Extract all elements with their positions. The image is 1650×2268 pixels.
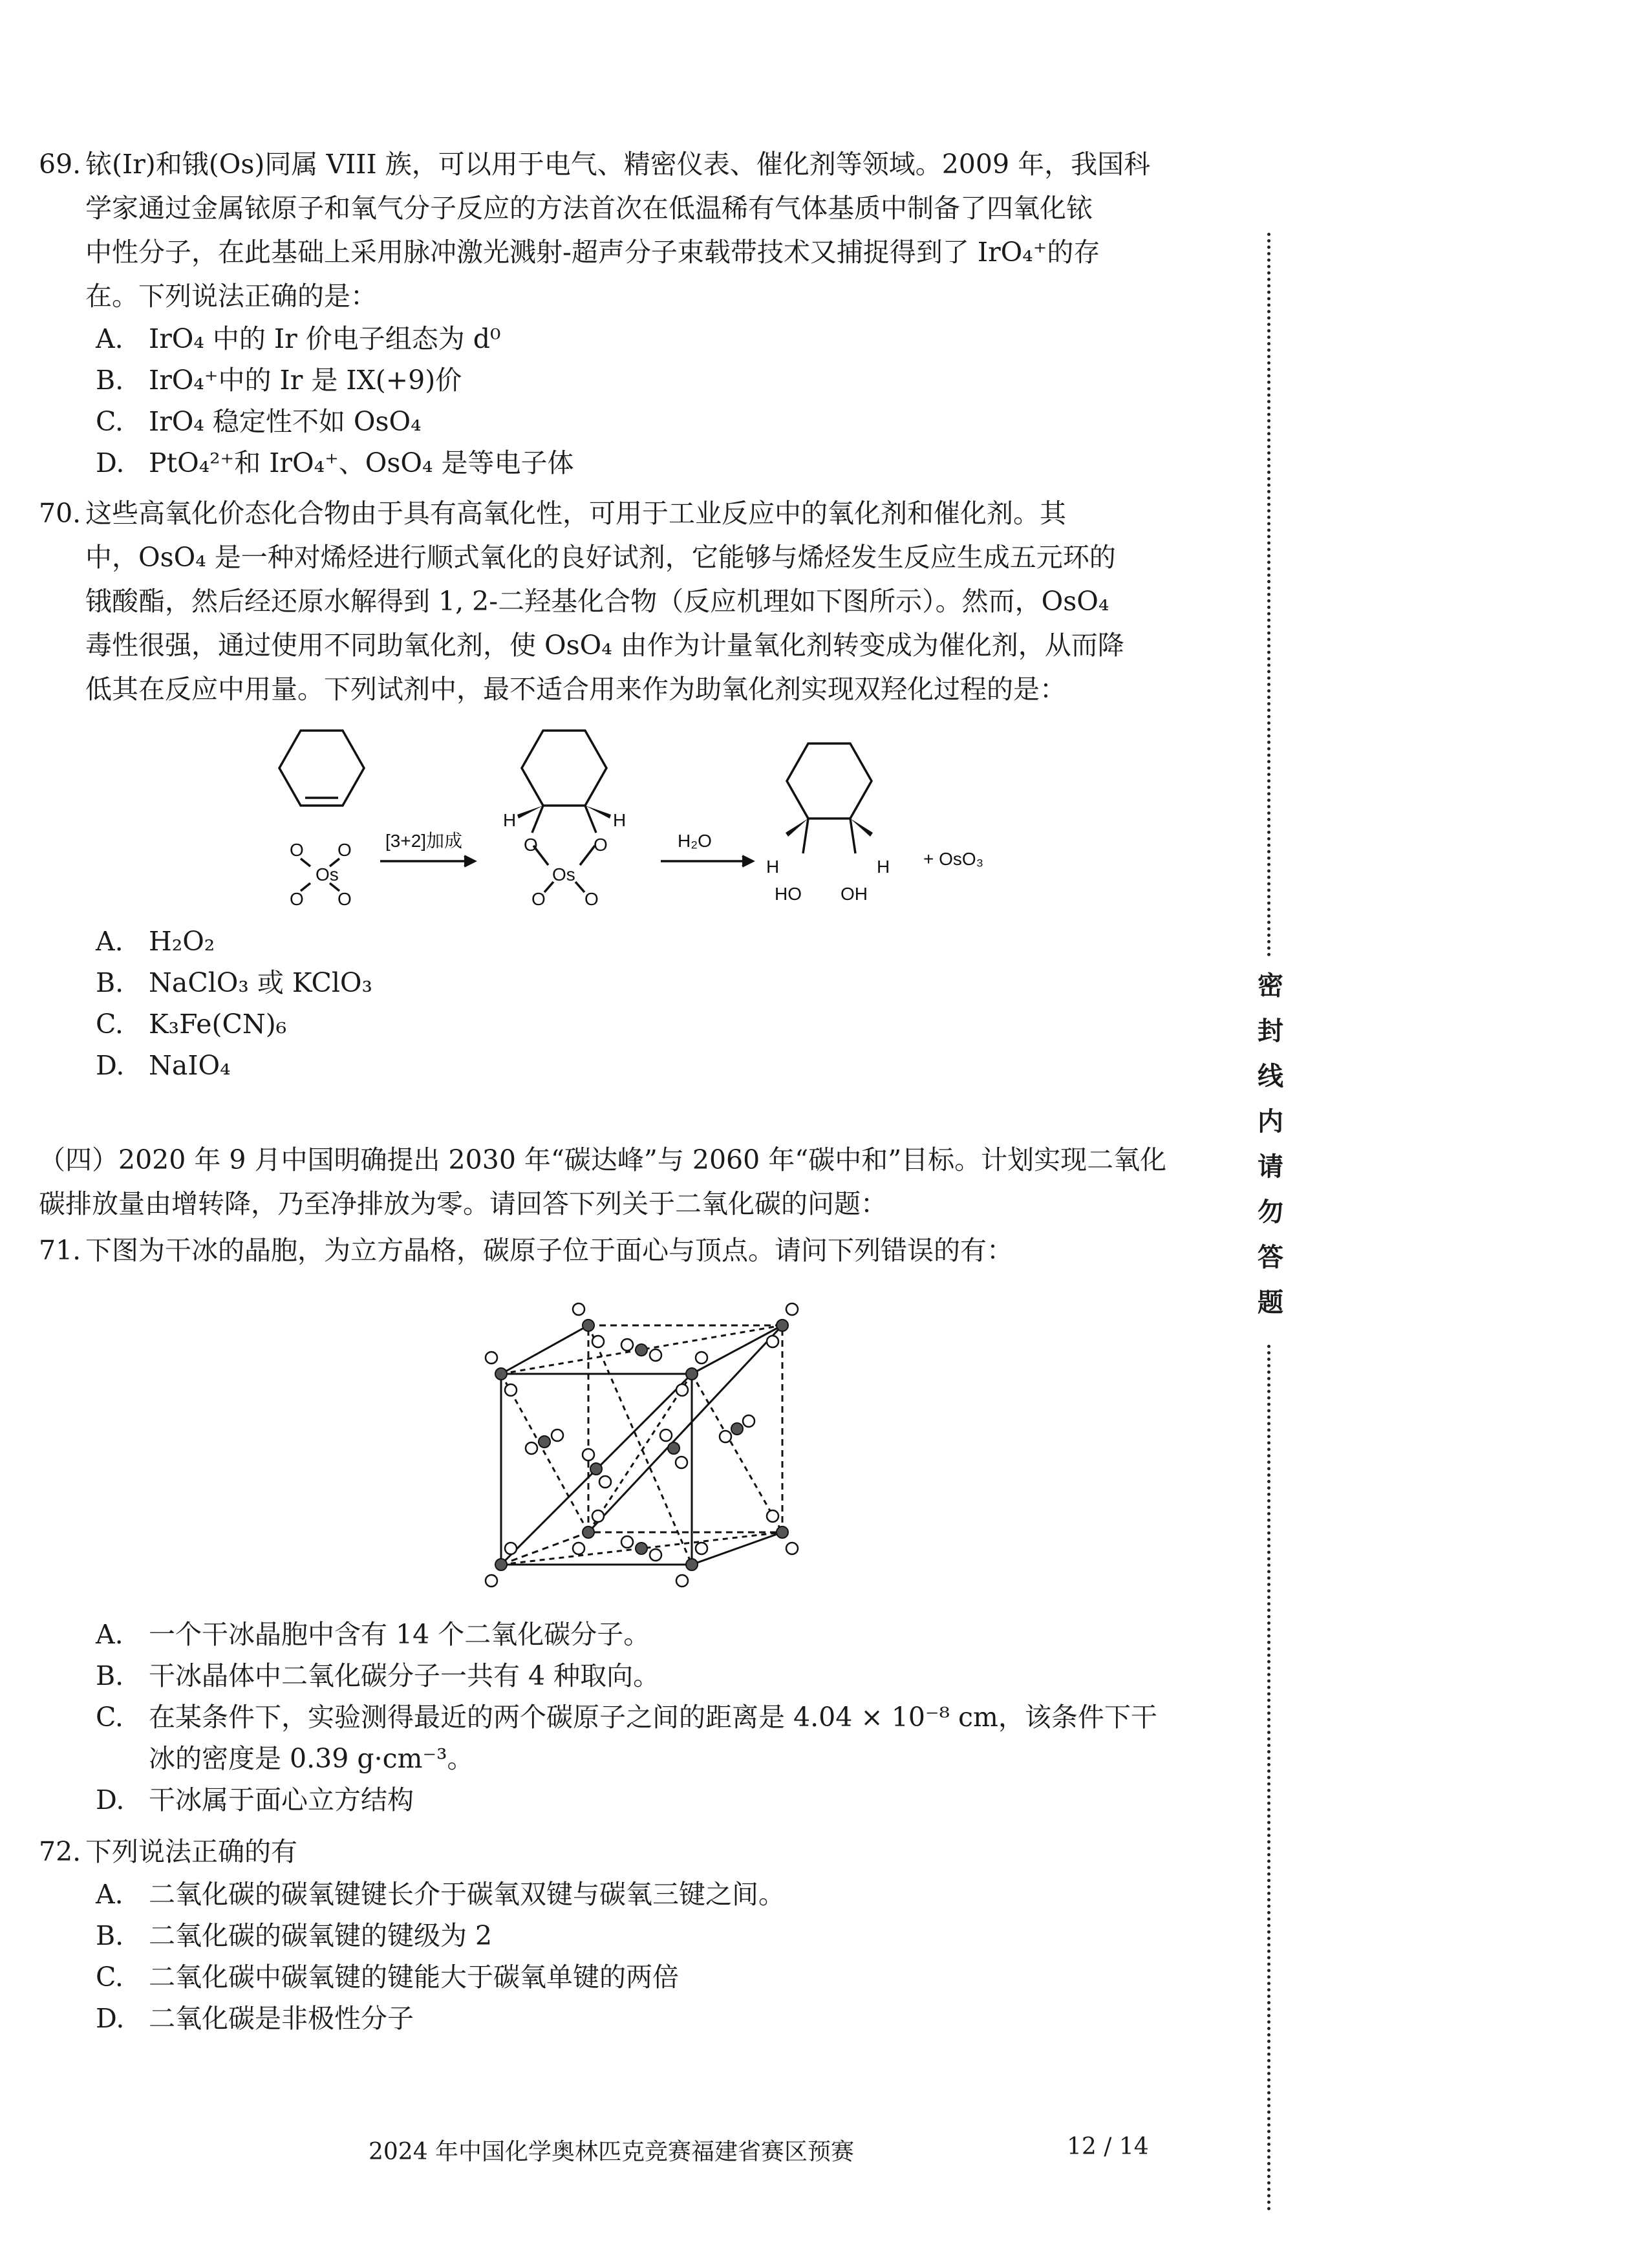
option-c[interactable]: C. IrO₄ 稳定性不如 OsO₄ bbox=[96, 406, 422, 437]
option-c[interactable]: C. 在某条件下，实验测得最近的两个碳原子之间的距离是 4.04 × 10⁻⁸ cm，该条件下干 bbox=[96, 1702, 1157, 1733]
question-stem bbox=[39, 142, 1203, 318]
byproduct-label: + OsO₃ bbox=[923, 849, 984, 869]
footer-title: 2024 年中国化学奥林匹克竞赛福建省赛区预赛 bbox=[369, 2139, 855, 2165]
stem-line: 这些高氧化价态化合物由于具有高氧化性，可用于工业反应中的氧化剂和催化剂。其 bbox=[85, 498, 1066, 529]
h-atom-label: H bbox=[503, 810, 517, 830]
o-atom-label: O bbox=[290, 889, 304, 909]
question-number: 69. bbox=[39, 149, 81, 180]
seal-line bbox=[1248, 233, 1300, 2185]
question-72 bbox=[39, 1830, 1203, 2039]
option-c[interactable]: C. K₃Fe(CN)₆ bbox=[96, 1009, 287, 1040]
option-d[interactable]: D. PtO₄²⁺和 IrO₄⁺、OsO₄ 是等电子体 bbox=[96, 447, 574, 478]
page-number: 12 / 14 bbox=[1067, 2134, 1149, 2160]
question-70 bbox=[39, 491, 1203, 711]
h-atom-label: H bbox=[613, 810, 627, 830]
option-d[interactable]: D. NaIO₄ bbox=[96, 1050, 231, 1081]
option-c[interactable]: C. 二氧化碳中碳氧键的键能大于碳氧单键的两倍 bbox=[96, 1962, 679, 1993]
step1-label: [3+2]加成 bbox=[385, 831, 463, 851]
os-atom-label: Os bbox=[552, 864, 575, 884]
stem-line: 下列说法正确的有 bbox=[85, 1836, 297, 1867]
o-atom-label: O bbox=[338, 840, 352, 860]
question-number: 72. bbox=[39, 1836, 81, 1867]
option-a[interactable]: A. H₂O₂ bbox=[96, 926, 215, 957]
question-70-options bbox=[39, 921, 1203, 1086]
osmylation-reaction-scheme bbox=[239, 718, 1054, 931]
stem-line: 中，OsO₄ 是一种对烯烃进行顺式氧化的良好试剂，它能够与烯烃发生反应生成五元环的 bbox=[85, 542, 1116, 573]
option-d[interactable]: D. 干冰属于面心立方结构 bbox=[96, 1784, 414, 1815]
seal-line-text: 密 封 线 内 请 勿 答 题 bbox=[1258, 971, 1283, 1318]
o-atom-label: O bbox=[338, 889, 352, 909]
option-a[interactable]: A. IrO₄ 中的 Ir 价电子组态为 d⁰ bbox=[96, 323, 501, 354]
stem-line: 中性分子，在此基础上采用脉冲激光溅射-超声分子束载带技术又捕捉得到了 IrO₄⁺的存 bbox=[85, 237, 1100, 268]
section-4-intro bbox=[39, 1138, 1203, 1226]
seal-dash-top bbox=[1267, 233, 1274, 957]
question-number: 71. bbox=[39, 1235, 81, 1266]
intro-line: 碳排放量由增转降，乃至净排放为零。请回答下列关于二氧化碳的问题： bbox=[39, 1188, 887, 1219]
option-c-continued: 冰的密度是 0.39 g·cm⁻³。 bbox=[149, 1743, 474, 1774]
question-69 bbox=[39, 142, 1203, 484]
question-number: 70. bbox=[39, 498, 81, 529]
o-atom-label: O bbox=[594, 835, 608, 855]
question-stem bbox=[39, 491, 1203, 711]
o-atom-label: O bbox=[584, 889, 599, 909]
question-stem bbox=[39, 1830, 1203, 1874]
ho-group-label: HO bbox=[775, 884, 802, 904]
seal-dash-bottom bbox=[1267, 1345, 1274, 2211]
question-71-options bbox=[39, 1614, 1203, 1821]
o-atom-label: O bbox=[524, 835, 538, 855]
intro-line: （四）2020 年 9 月中国明确提出 2030 年“碳达峰”与 2060 年“碳中和”目标。计划实现二氧化 bbox=[39, 1144, 1167, 1175]
option-b[interactable]: B. IrO₄⁺中的 Ir 是 IX(+9)价 bbox=[96, 365, 462, 396]
option-b[interactable]: B. 干冰晶体中二氧化碳分子一共有 4 种取向。 bbox=[96, 1660, 660, 1691]
option-d[interactable]: D. 二氧化碳是非极性分子 bbox=[96, 2003, 414, 2034]
o-atom-label: O bbox=[290, 840, 304, 860]
stem-line: 学家通过金属铱原子和氧气分子反应的方法首次在低温稀有气体基质中制备了四氧化铱 bbox=[85, 193, 1093, 224]
dry-ice-unit-cell bbox=[472, 1293, 821, 1590]
h-atom-label: H bbox=[766, 857, 780, 877]
oh-group-label: OH bbox=[841, 884, 868, 904]
os-atom-label: Os bbox=[316, 864, 339, 884]
h-atom-label: H bbox=[877, 857, 890, 877]
osmate-ester-ring bbox=[522, 731, 606, 806]
option-a[interactable]: A. 二氧化碳的碳氧键键长介于碳氧双键与碳氧三键之间。 bbox=[96, 1879, 785, 1910]
option-a[interactable]: A. 一个干冰晶胞中含有 14 个二氧化碳分子。 bbox=[96, 1619, 650, 1650]
stem-line: 低其在反应中用量。下列试剂中，最不适合用来作为助氧化剂实现双羟化过程的是： bbox=[85, 674, 1066, 705]
stem-line: 毒性很强，通过使用不同助氧化剂，使 OsO₄ 由作为计量氧化剂转变成为催化剂，从而降 bbox=[85, 630, 1124, 661]
stem-line: 锇酸酯，然后经还原水解得到 1, 2-二羟基化合物（反应机理如下图所示）。然而，OsO₄ bbox=[85, 586, 1109, 617]
question-stem bbox=[39, 1228, 1203, 1272]
stem-line: 在。下列说法正确的是： bbox=[85, 281, 377, 312]
stem-line: 铱(Ir)和锇(Os)同属 VIII 族，可以用于电气、精密仪表、催化剂等领域。2009 年，我国科 bbox=[85, 149, 1151, 180]
question-71 bbox=[39, 1228, 1203, 1272]
option-b[interactable]: B. 二氧化碳的碳氧键的键级为 2 bbox=[96, 1920, 493, 1951]
stem-line: 下图为干冰的晶胞，为立方晶格，碳原子位于面心与顶点。请问下列错误的有： bbox=[85, 1235, 1013, 1266]
o-atom-label: O bbox=[531, 889, 546, 909]
diol-ring bbox=[787, 744, 872, 818]
option-b[interactable]: B. NaClO₃ 或 KClO₃ bbox=[96, 967, 372, 998]
step2-label: H₂O bbox=[678, 831, 712, 851]
cyclohexene-ring bbox=[279, 731, 364, 806]
